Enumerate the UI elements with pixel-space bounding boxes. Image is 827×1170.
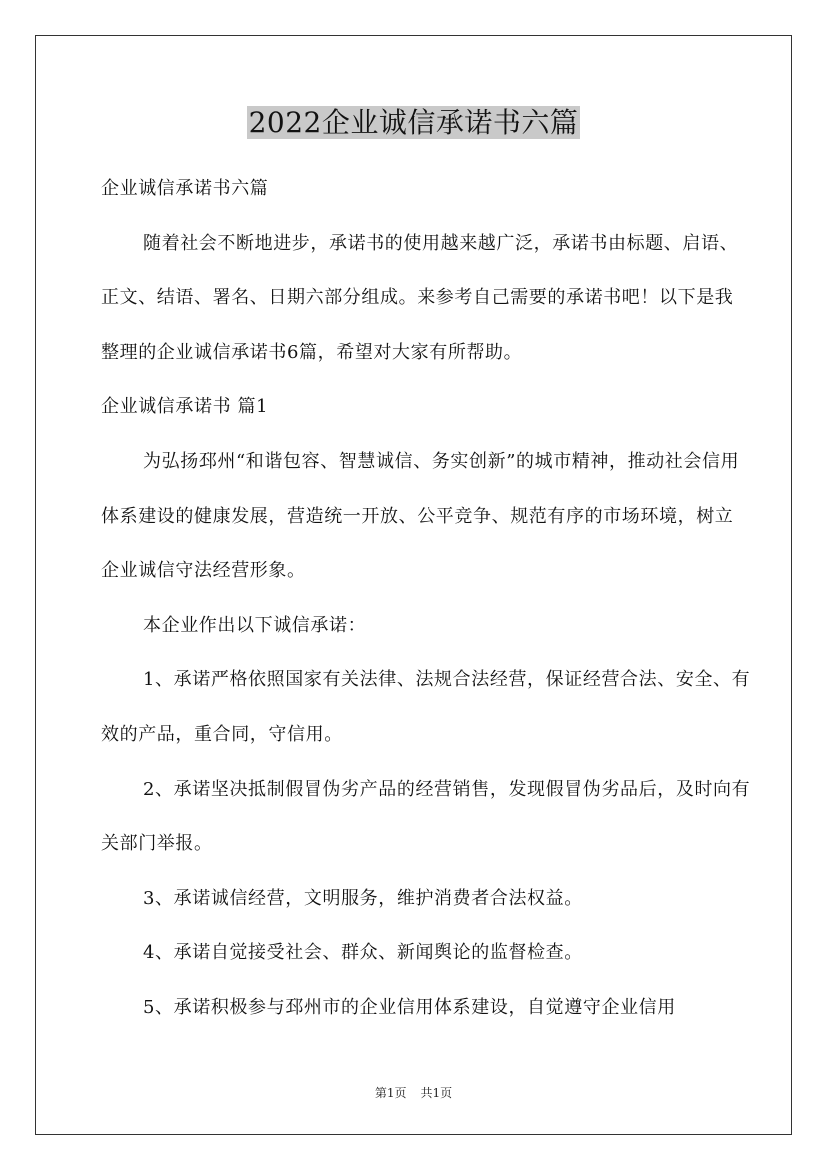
commitment-item-3: 3、承诺诚信经营，文明服务，维护消费者合法权益。 — [143, 887, 583, 909]
document-body — [101, 162, 751, 1036]
document-title — [0, 101, 827, 145]
section-paragraph: 为弘扬邳州“和谐包容、智慧诚信、务实创新”的城市精神，推动社会信用体系建设的健康发展，营造统一开放、公平竞争、规范有序的市场环境，树立企业诚信守法经营形象。 — [101, 450, 740, 582]
commitment-item-1: 1、承诺严格依照国家有关法律、法规合法经营，保证经营合法、安全、有效的产品，重合同，守信用。 — [101, 669, 751, 745]
commitment-intro: 本企业作出以下诚信承诺： — [143, 614, 367, 636]
commitment-item-2: 2、承诺坚决抵制假冒伪劣产品的经营销售，发现假冒伪劣品后，及时向有关部门举报。 — [101, 778, 751, 855]
page-total: 共1页 — [420, 1086, 453, 1100]
section-heading: 企业诚信承诺书 篇1 — [101, 396, 269, 418]
page-number: 第1页 — [374, 1086, 407, 1100]
commitment-item-5: 5、承诺积极参与邳州市的企业信用体系建设，自觉遵守企业信用 — [143, 996, 676, 1018]
commitment-item-4: 4、承诺自觉接受社会、群众、新闻舆论的监督检查。 — [143, 942, 583, 964]
page-footer — [0, 1084, 827, 1102]
document-title-text: 2022企业诚信承诺书六篇 — [248, 106, 579, 139]
intro-paragraph: 随着社会不断地进步，承诺书的使用越来越广泛，承诺书由标题、启语、正文、结语、署名、日期六部分组成。来参考自己需要的承诺书吧！以下是我整理的企业诚信承诺书6篇，希望对大家有所帮助。 — [101, 232, 739, 363]
document-heading: 企业诚信承诺书六篇 — [101, 178, 269, 199]
